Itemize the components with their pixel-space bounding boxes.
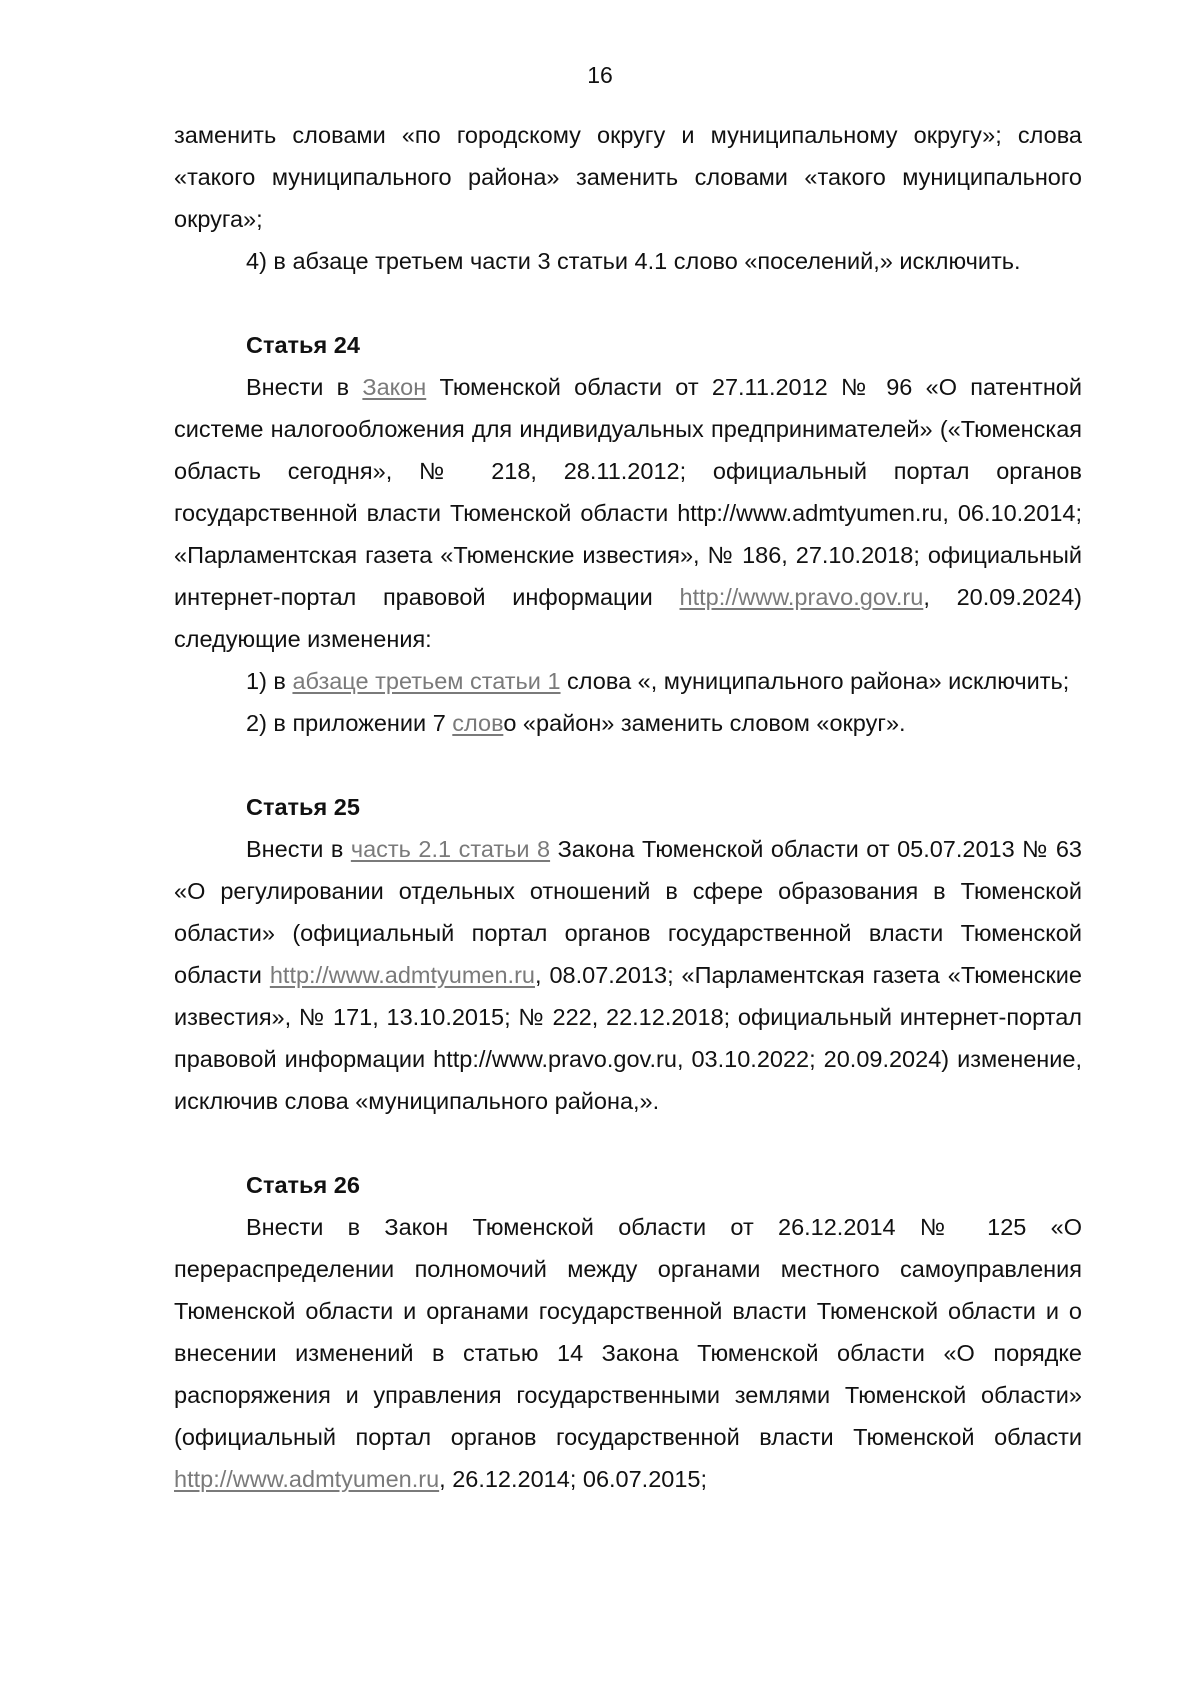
text: , 26.12.2014; 06.07.2015;: [439, 1466, 708, 1492]
text: 2) в приложении 7: [246, 710, 453, 736]
text: Внести в Закон Тюменской области от 26.12.2014 № 125 «О перераспределении полномочий между органами местного самоуправления Тюменской области и органами государственной власти Тюменской области и о внесении изменений в статью 14 Закона Тюменской области «О порядке распоряжения и управления государственными землями Тюменской области» (официальный портал органов государственной власти Тюменской области: [174, 1214, 1082, 1450]
text: Закона Тюменской области от 05.07.2013 № 63 «О регулировании отдельных отношений в сфере образования в Тюменской области» (официальный портал органов государственной власти Тюменской области: [174, 836, 1082, 988]
text: Внести в: [246, 836, 351, 862]
article-26-heading: Статья 26: [246, 1172, 360, 1198]
spacer: [174, 1122, 1082, 1164]
article-24-paragraph-2: [174, 660, 1082, 702]
document-body: [174, 114, 1082, 1500]
text: Тюменской области от 27.11.2012 № 96 «О патентной системе налогообложения для индивидуальных предпринимателей» («Тюменская область сегодня», № 218, 28.11.2012; официальный портал органов государственной власти Тюменской области http://www.admtyumen.ru, 06.10.2014; «Парламентская газета «Тюменские известия», № 186, 27.10.2018; официальный интернет-портал правовой информации: [174, 374, 1082, 610]
article-25-heading: Статья 25: [246, 794, 360, 820]
page-number: 16: [587, 62, 613, 88]
text: , 20.09.2024) следующие изменения:: [174, 584, 1083, 652]
text: слова «, муниципального района» исключить;: [560, 668, 1070, 694]
article-26-paragraph-1: [174, 1206, 1082, 1500]
spacer: [174, 282, 1082, 324]
text: Внести в: [246, 374, 363, 400]
item-4-paragraph: 4) в абзаце третьем части 3 статьи 4.1 слово «поселений,» исключить.: [246, 248, 1021, 274]
article-25-paragraph-1: [174, 828, 1082, 1122]
article-24-paragraph-3: [174, 702, 1082, 744]
article-1-link[interactable]: абзаце третьем статьи 1: [292, 668, 561, 694]
spacer: [174, 744, 1082, 786]
continuation-paragraph: заменить словами «по городскому округу и муниципальному округу»; слова «такого муниципального района» заменить словами «такого муниципального округа»;: [174, 122, 1082, 232]
article-24-heading: Статья 24: [246, 332, 360, 358]
text: 1) в: [246, 668, 293, 694]
admtyumen-url-link[interactable]: http://www.admtyumen.ru: [269, 962, 535, 988]
pravo-url-link[interactable]: http://www.pravo.gov.ru: [679, 584, 924, 610]
article-24-paragraph-1: [174, 366, 1082, 660]
part-2-1-link[interactable]: часть 2.1 статьи 8: [350, 836, 551, 862]
law-link[interactable]: Закон: [362, 374, 427, 400]
admtyumen-url-link[interactable]: http://www.admtyumen.ru: [174, 1466, 440, 1492]
word-link[interactable]: слов: [452, 710, 504, 736]
text: о «район» заменить словом «округ».: [503, 710, 906, 736]
text: , 08.07.2013; «Парламентская газета «Тюменские известия», № 171, 13.10.2015; № 222, 22.12.2018; официальный интернет-портал правовой информации http://www.pravo.gov.ru, 03.10.2022; 20.09.2024) изменение, исключив слова «муниципального района,».: [174, 962, 1082, 1114]
